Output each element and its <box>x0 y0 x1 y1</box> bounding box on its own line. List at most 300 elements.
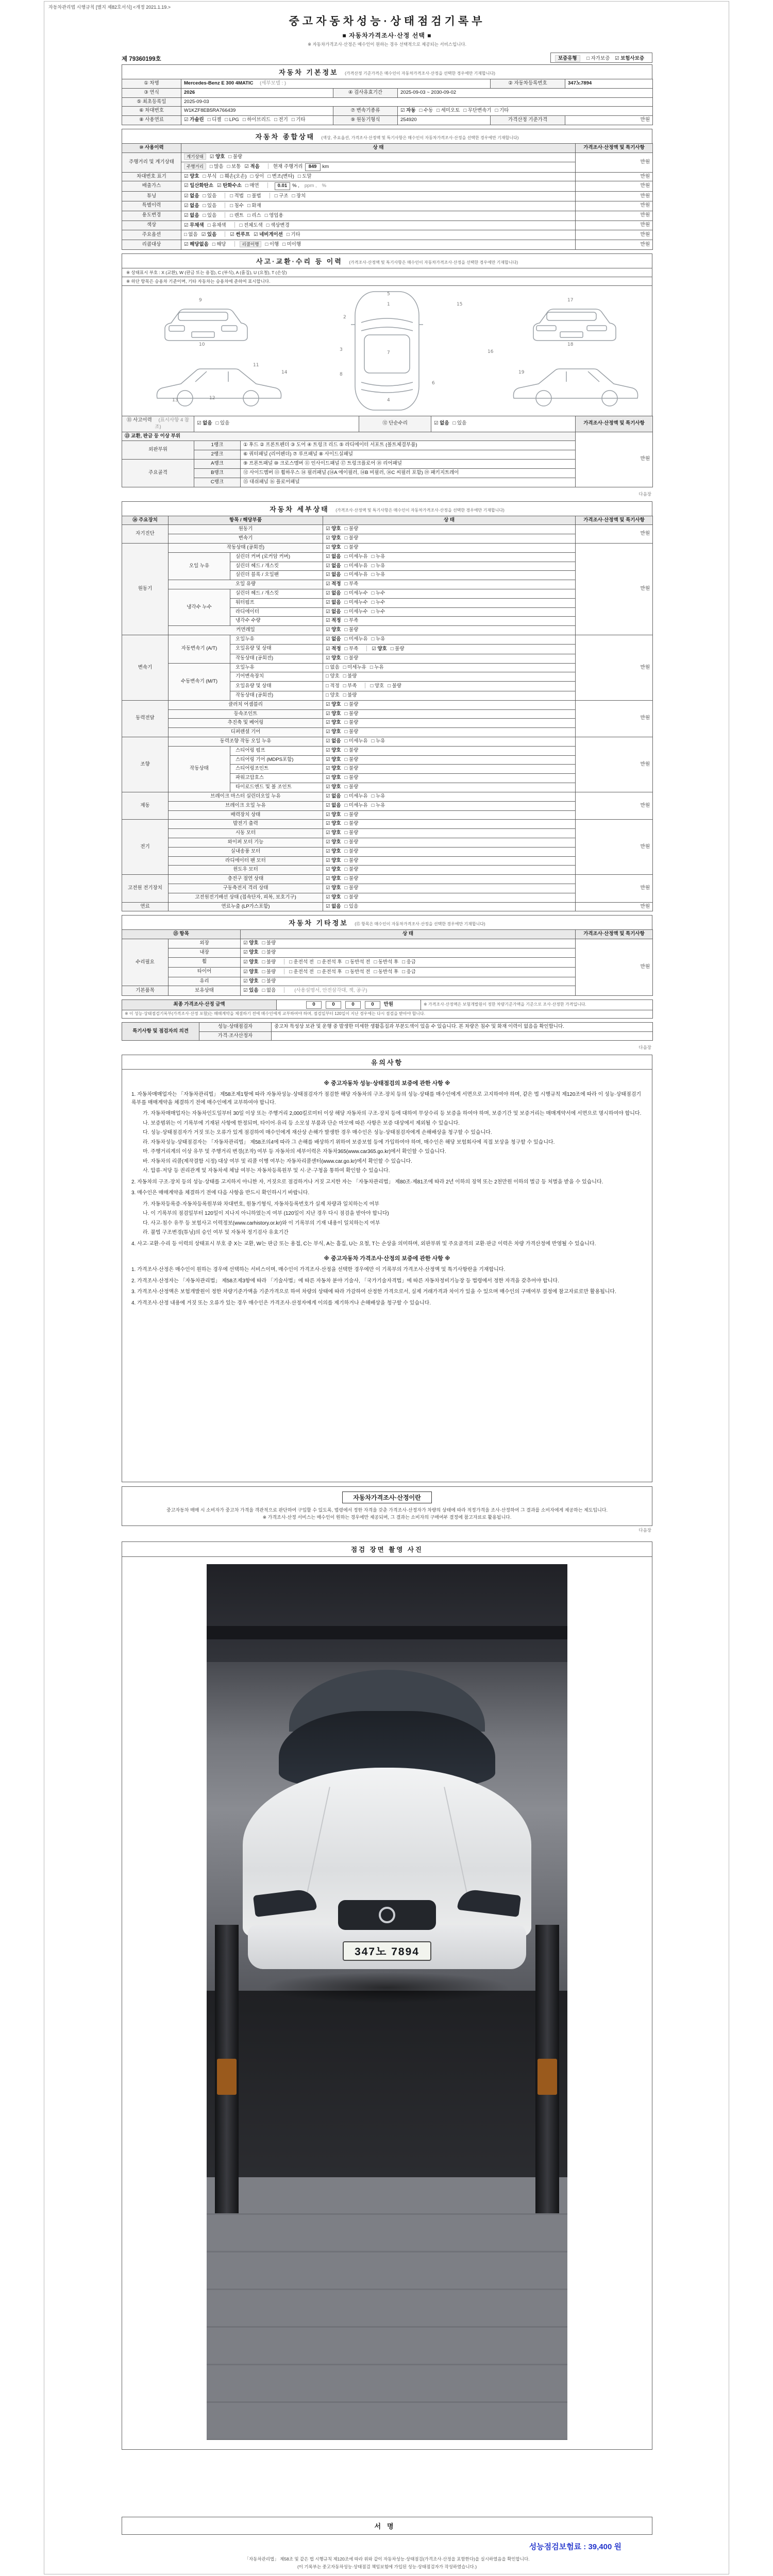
checkbox-unchecked[interactable]: □ 불량 <box>344 857 359 863</box>
checkbox-unchecked[interactable]: □ 있음 <box>203 212 217 218</box>
checkbox-unchecked[interactable]: □ 기타 <box>286 232 300 238</box>
table-cell <box>323 856 576 866</box>
checkbox-checked[interactable]: ☑ 양호 <box>326 839 341 845</box>
table-cell <box>199 1031 272 1041</box>
checkbox-unchecked[interactable]: □ 불량 <box>344 747 359 753</box>
checkbox-unchecked[interactable]: □ 불량 <box>344 775 359 781</box>
checkbox-checked[interactable]: ☑ 양호 <box>326 526 341 532</box>
document-number: 제 79360199호 <box>122 56 161 62</box>
text: 라디에이터 <box>236 608 259 615</box>
checkbox-checked[interactable]: ☑ 가솔린 <box>184 117 204 123</box>
checkbox-checked[interactable]: ☑ 없음 <box>326 903 341 909</box>
checkbox-unchecked[interactable]: □ 기타 <box>291 117 306 123</box>
checkbox-unchecked[interactable]: □ 불량 <box>344 627 359 633</box>
text: 라디에이터 팬 모터 <box>225 857 266 863</box>
checkbox-unchecked[interactable]: □ 미세누유 <box>343 664 366 670</box>
checkbox-unchecked[interactable]: □ 없음 <box>326 664 340 670</box>
checkbox-checked[interactable]: ☑ 양호 <box>326 535 341 541</box>
text: 347노7894 <box>568 80 592 86</box>
text: 자기진단 <box>136 531 155 537</box>
checkbox-unchecked[interactable]: □ 양호 <box>326 692 340 698</box>
checkbox-unchecked[interactable]: □ 디젤 <box>207 117 222 123</box>
checkbox-unchecked[interactable]: □ 불량 <box>344 535 359 541</box>
table-cell <box>122 181 181 192</box>
checkbox-insurer-warranty[interactable]: ☑ 보험사보증 <box>614 56 644 61</box>
checkbox-checked[interactable]: ☑ 양호 <box>326 885 341 891</box>
checkbox-checked[interactable]: ☑ 양호 <box>326 720 341 726</box>
checkbox-checked[interactable]: ☑ 없음 <box>326 553 341 560</box>
checkbox-unchecked[interactable]: □ 양호 <box>370 683 384 689</box>
checkbox-unchecked[interactable]: □ 응급 <box>402 959 416 965</box>
checkbox-checked[interactable]: ☑ 적정 <box>326 646 341 652</box>
svg-text:8: 8 <box>340 372 343 377</box>
checkbox-checked[interactable]: ☑ 양호 <box>326 729 341 735</box>
checkbox-unchecked[interactable]: □ 동반석 전 <box>345 959 371 965</box>
text: 오일누유 <box>236 636 255 642</box>
svg-text:10: 10 <box>199 342 205 347</box>
table-cell <box>323 644 576 654</box>
checkbox-unchecked[interactable]: □ 불량 <box>343 692 357 698</box>
document-title: 중고자동차성능·상태점검기록부 <box>289 15 485 27</box>
table-cell <box>241 986 576 996</box>
table-cell <box>576 416 653 432</box>
checkbox-checked[interactable]: ☑ 없음 <box>326 738 341 744</box>
checkbox-unchecked[interactable]: □ 미세누유 <box>344 553 368 560</box>
checkbox-unchecked[interactable]: □ 불량 <box>344 784 359 790</box>
table-cell <box>122 88 181 97</box>
table-cell <box>323 682 576 691</box>
checkbox-unchecked[interactable]: □ 불량 <box>228 154 243 160</box>
checkbox-unchecked[interactable]: □ 불량 <box>262 969 276 975</box>
checkbox-checked[interactable]: ☑ 양호 <box>326 821 341 827</box>
table-cell <box>230 552 323 562</box>
checkbox-checked[interactable]: ☑ 없음 <box>326 590 341 596</box>
text: 작동상태 (공회전) <box>226 544 265 550</box>
checkbox-checked[interactable]: ☑ 양호 <box>326 701 341 707</box>
checkbox-checked[interactable]: ☑ 없음 <box>326 563 341 569</box>
checkbox-unchecked[interactable]: □ 운전석 전 <box>289 959 314 965</box>
checkbox-unchecked[interactable]: □ 미세누유 <box>344 793 368 799</box>
checkbox-unchecked[interactable]: □ 누유 <box>371 738 385 744</box>
checkbox-unchecked[interactable]: □ 훼손(오손) <box>220 173 247 179</box>
checkbox-checked[interactable]: ☑ 적정 <box>326 618 341 624</box>
checkbox-checked[interactable]: ☑ 탄화수소 <box>217 183 242 189</box>
table-cell <box>122 144 181 153</box>
basic-title: 자동차 기본정보 <box>279 69 339 76</box>
table-cell <box>230 617 323 626</box>
checkbox-checked[interactable]: ☑ 썬루프 <box>230 232 250 238</box>
overall-title-bar <box>122 129 652 143</box>
checkbox-checked[interactable]: ☑ 적음 <box>244 163 260 170</box>
checkbox-unchecked[interactable]: □ 부족 <box>344 618 359 624</box>
checkbox-unchecked[interactable]: □ 하이브리드 <box>242 117 271 123</box>
checkbox-unchecked[interactable]: □ 침수 <box>230 202 244 209</box>
table-cell <box>181 230 576 240</box>
checkbox-checked[interactable]: ☑ 양호 <box>326 627 341 633</box>
table-cell <box>122 416 194 432</box>
table-cell <box>169 792 323 801</box>
table-cell <box>241 939 576 948</box>
text: 만원 <box>640 222 650 228</box>
checkbox-checked[interactable]: ☑ 없음 <box>326 802 341 808</box>
checkbox-checked[interactable]: ☑ 없음 <box>326 636 341 642</box>
checkbox-unchecked[interactable]: □ 불법 <box>247 193 261 199</box>
checkbox-unchecked[interactable]: □ 미세누수 <box>344 599 368 605</box>
checkbox-unchecked[interactable]: □ 불량 <box>262 940 276 946</box>
checkbox-checked[interactable]: ☑ 없음 <box>184 193 199 199</box>
checkbox-unchecked[interactable]: □ 불량 <box>344 701 359 707</box>
table-cell <box>169 534 323 544</box>
checkbox-unchecked[interactable]: □ 있음 <box>203 202 217 209</box>
checkbox-unchecked[interactable]: □ 불량 <box>344 830 359 836</box>
checkbox-checked[interactable]: ☑ 없음 <box>434 420 449 427</box>
checkbox-checked[interactable]: ☑ 양호 <box>209 154 225 160</box>
svg-text:14: 14 <box>281 370 288 375</box>
notice-line: 나. 이 기록부의 점검일부터 120일이 지나지 아니하였는지 여부 (120일이 지난 경우 다시 점검을 받아야 합니다) <box>143 1211 389 1217</box>
table-cell <box>181 162 576 172</box>
text: 스티어링조인트 <box>236 766 269 772</box>
checkbox-unchecked[interactable]: □ 화재 <box>247 202 261 209</box>
checkbox-checked[interactable]: ☑ 양호 <box>326 775 341 781</box>
checkbox-unchecked[interactable]: □ 있음 <box>344 903 359 909</box>
checkbox-unchecked[interactable]: □ 불량 <box>344 811 359 818</box>
checkbox-unchecked[interactable]: □ 불량 <box>344 544 359 550</box>
checkbox-unchecked[interactable]: □ 적정 <box>326 683 340 689</box>
checkbox-unchecked[interactable]: □ 불량 <box>344 848 359 854</box>
table-cell <box>122 240 181 250</box>
checkbox-checked[interactable]: ☑ 무채색 <box>184 222 204 228</box>
checkbox-checked[interactable]: ☑ 양호 <box>243 978 259 984</box>
notice-line: 마. 주행거리계의 이상 유무 및 주행거리 변경(조작) 여부 등 자동차의 세부이력은 자동차365(www.car365.go.kr)에서 확인할 수 있습니다. <box>143 1149 446 1155</box>
checkbox-unchecked[interactable]: □ 무단변속기 <box>463 108 492 114</box>
checkbox-checked[interactable]: ☑ 없음 <box>184 202 199 209</box>
damage-code-legend: ※ 상태표시 부호 : X (교환), W (판금 또는 용접), C (부식), A (흠집), U (요철), T (손상) <box>122 268 652 277</box>
checkbox-unchecked[interactable]: □ 수동 <box>419 108 433 114</box>
svg-text:11: 11 <box>253 363 259 368</box>
text: 작동상태 (공회전) <box>236 655 274 661</box>
checkbox-checked[interactable]: ☑ 양호 <box>326 876 341 882</box>
notice-line: 1. 가격조사·산정은 매수인이 원하는 경우에 선택하는 서비스이며, 매수인이 가격조사·산정을 선택한 경우에만 이 기록부의 가격조사·산정액 및 특기사항란을 기재합니다. <box>131 1267 506 1273</box>
checkbox-unchecked[interactable]: □ 누유 <box>371 793 385 799</box>
text: 차대번호 표기 <box>137 173 166 179</box>
table-cell <box>169 939 241 948</box>
checkbox-self-warranty[interactable]: □ 자가보증 <box>586 56 610 61</box>
section-overall-condition <box>122 129 652 250</box>
checkbox-unchecked[interactable]: □ 불량 <box>344 885 359 891</box>
checkbox-unchecked[interactable]: □ 적법 <box>230 193 244 199</box>
checkbox-unchecked[interactable]: □ 미세누유 <box>344 802 368 808</box>
checkbox-unchecked[interactable]: □ 구조 <box>274 193 289 199</box>
text: 리콜대상 <box>142 241 161 247</box>
checkbox-unchecked[interactable]: □ 불량 <box>388 683 401 689</box>
checkbox-unchecked[interactable]: □ 운전석 후 <box>317 969 342 975</box>
checkbox-checked[interactable]: ☑ 양호 <box>326 894 341 900</box>
text: 오일 유량 <box>235 581 256 587</box>
detail-title: 자동차 세부상태 <box>270 505 329 513</box>
text: ⑨ 프론트패널 ⑩ 크로스멤버 ⑪ 인사이드패널 ⑰ 트렁크플로어 ⑱ 리어패널 <box>243 461 402 467</box>
table-cell <box>241 930 576 939</box>
text: 타이로드엔드 및 볼 조인트 <box>236 784 292 790</box>
table-cell <box>323 598 576 607</box>
checkbox-unchecked[interactable]: □ 있음 <box>452 420 467 427</box>
text: 연료 <box>140 903 150 909</box>
checkbox-unchecked[interactable]: □ 누유 <box>369 664 384 670</box>
accident-title-bar <box>122 253 652 268</box>
checkbox-unchecked[interactable]: □ 누유 <box>371 572 385 578</box>
checkbox-checked[interactable]: ☑ 적정 <box>326 581 341 587</box>
checkbox-unchecked[interactable]: □ 누유 <box>371 553 385 560</box>
section-remarks <box>122 1022 652 1041</box>
checkbox-unchecked[interactable]: □ 변조(변타) <box>267 173 294 179</box>
checkbox-unchecked[interactable]: □ 불량 <box>343 673 357 680</box>
section-final-price <box>122 999 652 1019</box>
checkbox-unchecked[interactable]: □ 미이행 <box>282 242 301 248</box>
text: 워터펌프 <box>236 599 255 605</box>
text: 만원 <box>640 173 650 179</box>
checkbox-checked[interactable]: ☑ 없음 <box>326 599 341 605</box>
checkbox-unchecked[interactable]: □ 미세누유 <box>344 636 368 642</box>
inspection-insurance-fee: 성능점검보험료 : 39,400 원 <box>529 2543 621 2552</box>
checkbox-unchecked[interactable]: □ 불량 <box>344 766 359 772</box>
table-cell <box>323 534 576 544</box>
checkbox-checked[interactable]: ☑ 양호 <box>243 959 259 965</box>
table-cell <box>272 1022 653 1031</box>
checkbox-unchecked[interactable]: □ 있음 <box>215 420 230 427</box>
checkbox-unchecked[interactable]: □ 누유 <box>371 802 385 808</box>
checkbox-checked[interactable]: ☑ 양호 <box>326 766 341 772</box>
checkbox-checked[interactable]: ☑ 양호 <box>243 940 259 946</box>
checkbox-unchecked[interactable]: □ 불량 <box>344 729 359 735</box>
checkbox-unchecked[interactable]: □ 불량 <box>344 876 359 882</box>
text: 1랭크 <box>211 442 224 448</box>
checkbox-unchecked[interactable]: □ 렌트 <box>230 212 244 218</box>
checkbox-unchecked[interactable]: □ 불량 <box>262 959 276 965</box>
checkbox-unchecked[interactable]: □ 누수 <box>371 590 385 596</box>
text: 변속기 <box>138 664 153 670</box>
table-cell <box>323 884 576 893</box>
checkbox-unchecked[interactable]: □ 운전석 후 <box>317 959 342 965</box>
checkbox-checked[interactable]: ☑ 양호 <box>326 544 341 550</box>
text: 0 <box>326 1001 341 1009</box>
checkbox-checked[interactable]: ☑ 자동 <box>400 108 416 114</box>
checkbox-checked[interactable]: ☑ 양호 <box>326 747 341 753</box>
checkbox-checked[interactable]: ☑ 양호 <box>326 784 341 790</box>
checkbox-unchecked[interactable]: □ 상이 <box>250 173 264 179</box>
table-cell <box>181 201 576 211</box>
checkbox-unchecked[interactable]: □ 있음 <box>203 193 217 199</box>
svg-text:7: 7 <box>387 350 390 355</box>
checkbox-unchecked[interactable]: □ 세미오토 <box>436 108 460 114</box>
text: 0 <box>365 1001 380 1009</box>
checkbox-unchecked[interactable]: □ 전기 <box>274 117 288 123</box>
footer-insurance-line: (이 기록부는 중고자동차성능·상태점검 책임보험에 가입된 성능·상태점검자가 작성하였습니다.) <box>297 2564 477 2570</box>
document-subtitle: ■ 자동차가격조사·산정 선택 ■ <box>342 32 432 39</box>
checkbox-checked[interactable]: ☑ 양호 <box>326 830 341 836</box>
checkbox-unchecked[interactable]: □ 불량 <box>344 894 359 900</box>
checkbox-unchecked[interactable]: □ 없음 <box>184 232 198 238</box>
checkbox-unchecked[interactable]: □ 미세누유 <box>344 738 368 744</box>
checkbox-unchecked[interactable]: □ 동반석 전 <box>345 969 371 975</box>
text: ※ 가격조사·산정액은 보험개발원이 정한 차량기준가액을 기준으로 조사·산정한 가격입니다. <box>424 1002 586 1007</box>
checkbox-checked[interactable]: ☑ 양호 <box>326 848 341 854</box>
checkbox-unchecked[interactable]: □ 미세누수 <box>344 608 368 615</box>
checkbox-unchecked[interactable]: □ 색상변경 <box>266 222 290 228</box>
checkbox-unchecked[interactable]: □ 동반석 후 <box>374 959 399 965</box>
checkbox-unchecked[interactable]: □ 불량 <box>344 720 359 726</box>
checkbox-unchecked[interactable]: □ 미세누유 <box>344 563 368 569</box>
checkbox-unchecked[interactable]: □ 부족 <box>344 581 359 587</box>
notice-line: 가. 자동차매매업자는 자동차인도일부터 30일 이상 또는 주행거리 2,000킬로미터 이상 해당 자동차의 구조·장치 등에 대하여 무상수리 등 보증을 하여야 하며, 보증기간 및 보증거리는 매매계약서에 서면으로 명시하여야 합니다. <box>143 1111 642 1117</box>
table-cell <box>323 875 576 884</box>
checkbox-checked[interactable]: ☑ 일산화탄소 <box>184 183 214 189</box>
table-cell <box>169 967 241 977</box>
checkbox-unchecked[interactable]: □ 불량 <box>344 839 359 845</box>
text: ⑦ 변속기종류 <box>350 108 380 114</box>
checkbox-unchecked[interactable]: □ 불량 <box>344 867 359 873</box>
checkbox-checked[interactable]: ☑ 양호 <box>326 756 341 762</box>
basic-info-table <box>122 79 653 125</box>
sheet-frame <box>44 1 729 2574</box>
checkbox-checked[interactable]: ☑ 없음 <box>197 420 212 427</box>
text: B랭크 <box>211 469 224 476</box>
checkbox-unchecked[interactable]: □ 해당 <box>212 242 226 248</box>
checkbox-checked[interactable]: ☑ 양호 <box>326 710 341 717</box>
checkbox-unchecked[interactable]: □ 부식 <box>203 173 217 179</box>
checkbox-checked[interactable]: ☑ 네비게이션 <box>253 232 283 238</box>
checkbox-checked[interactable]: ☑ 양호 <box>326 811 341 818</box>
text: 0.01 <box>275 182 291 190</box>
table-cell <box>230 691 323 700</box>
overall-note: (색상, 주요옵션, 가격조사·산정액 및 특기사항은 매수인이 자동차가격조사·산정을 선택한 경우에만 기재합니다) <box>321 135 519 141</box>
table-cell <box>169 700 323 709</box>
text: % <box>322 183 327 189</box>
checkbox-unchecked[interactable]: □ 매연 <box>245 183 259 189</box>
checkbox-unchecked[interactable]: □ 불량 <box>344 821 359 827</box>
document-body <box>122 5 652 2570</box>
checkbox-unchecked[interactable]: □ 불량 <box>344 710 359 717</box>
table-cell <box>169 525 323 534</box>
checkbox-unchecked[interactable]: □ 누유 <box>371 563 385 569</box>
table-cell <box>333 116 398 125</box>
checkbox-checked[interactable]: ☑ 없음 <box>184 212 199 218</box>
checkbox-unchecked[interactable]: □ 불량 <box>262 978 276 984</box>
notices-title: 유의사항 <box>371 1059 404 1067</box>
text: 0 <box>306 1001 322 1009</box>
checkbox-checked[interactable]: ☑ 없음 <box>326 572 341 578</box>
text: 브레이크 마스터 실린더오일 누유 <box>210 793 281 799</box>
checkbox-checked[interactable]: ☑ 양호 <box>372 646 387 652</box>
text: 수리필요 <box>136 959 155 965</box>
table-cell <box>169 737 323 747</box>
notice-line: 2. 가격조사·산정자는 「자동차관리법」 제58조제3항에 따라 「기술사법」에 따른 자동차 분야 기술사, 「국가기술자격법」에 따른 자동차정비기능장 등 법령에서 정한 자격을 갖추어야 합니다. <box>131 1278 559 1284</box>
checkbox-unchecked[interactable]: □ 불량 <box>344 526 359 532</box>
table-cell <box>565 79 653 89</box>
table-cell <box>181 144 576 153</box>
table-cell <box>122 441 194 460</box>
svg-text:1: 1 <box>387 302 390 307</box>
table-cell <box>181 116 333 125</box>
checkbox-checked[interactable]: ☑ 있음 <box>243 988 259 994</box>
svg-text:4: 4 <box>387 398 390 403</box>
checkbox-checked[interactable]: ☑ 없음 <box>326 608 341 615</box>
table-cell <box>122 635 169 701</box>
checkbox-unchecked[interactable]: □ 미세누유 <box>344 572 368 578</box>
checkbox-unchecked[interactable]: □ 리스 <box>247 212 261 218</box>
table-cell <box>576 516 653 525</box>
checkbox-checked[interactable]: ☑ 양호 <box>184 173 199 179</box>
checkbox-unchecked[interactable]: □ 이행 <box>265 242 279 248</box>
checkbox-unchecked[interactable]: □ 응급 <box>402 969 416 975</box>
checkbox-unchecked[interactable]: □ 부족 <box>344 646 359 652</box>
checkbox-unchecked[interactable]: □ 누유 <box>371 636 385 642</box>
text: 스티어링 펌프 <box>236 747 265 753</box>
table-cell <box>241 948 576 958</box>
notices-body <box>122 1070 652 1482</box>
text: 만원 <box>640 212 650 218</box>
checkbox-unchecked[interactable]: □ 불량 <box>262 950 276 956</box>
checkbox-unchecked[interactable]: □ 전체도색 <box>239 222 263 228</box>
checkbox-unchecked[interactable]: □ LPG <box>225 117 239 123</box>
checkbox-unchecked[interactable]: □ 누수 <box>371 599 385 605</box>
checkbox-checked[interactable]: ☑ 양호 <box>326 867 341 873</box>
table-cell <box>323 543 576 552</box>
checkbox-unchecked[interactable]: □ 불량 <box>390 646 405 652</box>
checkbox-checked[interactable]: ☑ 양호 <box>326 655 341 661</box>
checkbox-unchecked[interactable]: □ 도말 <box>297 173 312 179</box>
text: 클러치 어셈블리 <box>228 701 263 707</box>
text: % , <box>292 183 299 189</box>
table-cell <box>194 450 241 460</box>
text: ① 차명 <box>144 80 159 86</box>
checkbox-unchecked[interactable]: □ 운전석 전 <box>289 969 314 975</box>
checkbox-unchecked[interactable]: □ 장치 <box>292 193 306 199</box>
table-cell <box>323 654 576 663</box>
checkbox-checked[interactable]: ☑ 있음 <box>201 232 217 238</box>
checkbox-unchecked[interactable]: □ 기타 <box>495 108 509 114</box>
table-cell <box>398 107 653 116</box>
checkbox-checked[interactable]: ☑ 양호 <box>243 950 259 956</box>
checkbox-unchecked[interactable]: □ 미세누수 <box>344 590 368 596</box>
checkbox-unchecked[interactable]: □ 영업용 <box>264 212 283 218</box>
checkbox-unchecked[interactable]: □ 보통 <box>227 163 241 170</box>
divider <box>267 182 268 188</box>
rear-view-outline <box>533 309 616 341</box>
checkbox-unchecked[interactable]: □ 양호 <box>326 673 340 680</box>
checkbox-unchecked[interactable]: □ 많음 <box>209 163 224 170</box>
pricing-info-box <box>122 1486 652 1526</box>
checkbox-unchecked[interactable]: □ 유채색 <box>207 222 226 228</box>
text: 구동축전지 격리 상태 <box>223 885 268 891</box>
text: 만원 <box>640 802 650 808</box>
checkbox-unchecked[interactable]: □ 불량 <box>344 655 359 661</box>
table-cell <box>230 663 323 672</box>
table-cell <box>169 663 230 700</box>
checkbox-checked[interactable]: ☑ 해당없음 <box>184 242 209 248</box>
checkbox-checked[interactable]: ☑ 양호 <box>326 857 341 863</box>
table-cell <box>323 562 576 571</box>
text: (표시사항 4 참조) <box>155 417 190 430</box>
text: 내장 <box>199 950 209 956</box>
checkbox-unchecked[interactable]: □ 부족 <box>343 683 357 689</box>
checkbox-unchecked[interactable]: □ 동반석 후 <box>374 969 399 975</box>
checkbox-unchecked[interactable]: □ 누수 <box>371 608 385 615</box>
checkbox-checked[interactable]: ☑ 양호 <box>243 969 259 975</box>
checkbox-checked[interactable]: ☑ 없음 <box>326 793 341 799</box>
checkbox-unchecked[interactable]: □ 없음 <box>262 988 276 994</box>
car-diagram-area <box>122 285 652 416</box>
table-cell <box>323 691 576 700</box>
checkbox-unchecked[interactable]: □ 불량 <box>344 756 359 762</box>
